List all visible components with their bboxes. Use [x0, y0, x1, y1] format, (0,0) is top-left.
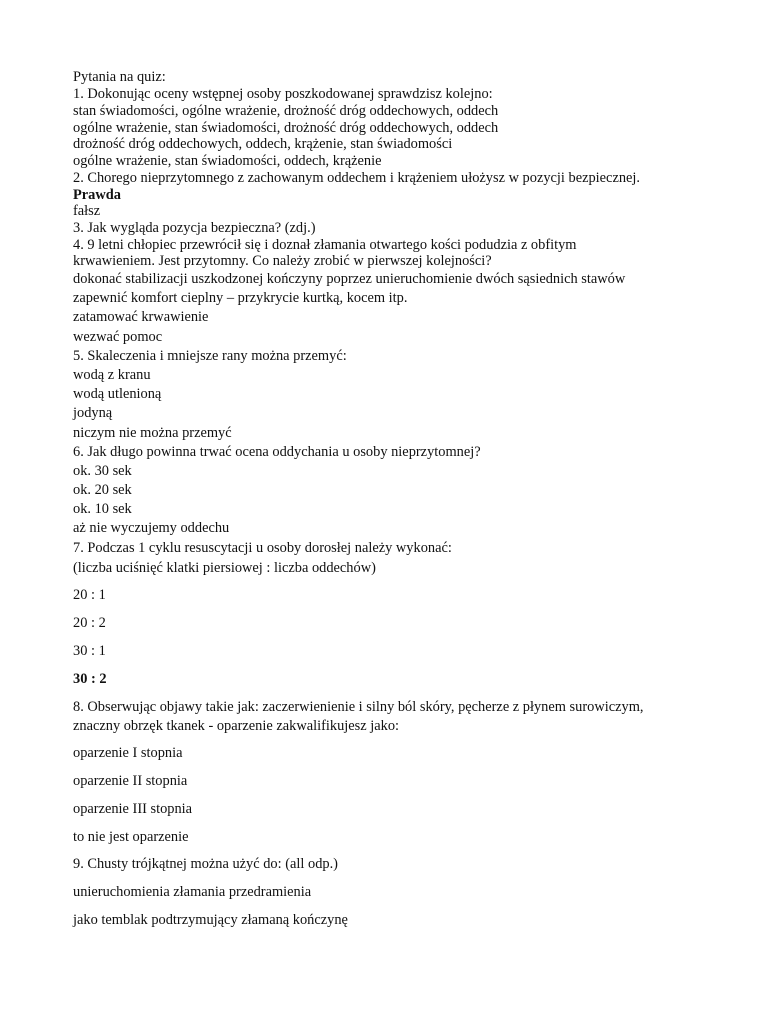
- q8-option-1: oparzenie I stopnia: [73, 745, 183, 761]
- q1-option-1: stan świadomości, ogólne wrażenie, drożność dróg oddechowych, oddech: [73, 103, 499, 119]
- q7-option-4-correct: 30 : 2: [73, 671, 107, 687]
- q6-option-3: ok. 10 sek: [73, 501, 132, 517]
- question-4-line-2: krwawieniem. Jest przytomny. Co należy zrobić w pierwszej kolejności?: [73, 253, 492, 269]
- question-8-line-2: znaczny obrzęk tkanek - oparzenie zakwalifikujesz jako:: [73, 718, 400, 734]
- q1-option-4: ogólne wrażenie, stan świadomości, oddech, krążenie: [73, 153, 382, 169]
- question-3: 3. Jak wygląda pozycja bezpieczna? (zdj.): [73, 220, 316, 236]
- q2-option-1-correct: Prawda: [73, 187, 121, 203]
- q6-option-1: ok. 30 sek: [73, 463, 132, 479]
- q4-option-3: zatamować krwawienie: [73, 309, 209, 325]
- q5-option-1: wodą z kranu: [73, 367, 151, 383]
- q4-option-1: dokonać stabilizacji uszkodzonej kończyny poprzez unieruchomienie dwóch sąsiednich stawów: [73, 271, 626, 287]
- question-4-line-1: 4. 9 letni chłopiec przewrócił się i doznał złamania otwartego kości podudzia z obfitym: [73, 237, 577, 253]
- q7-option-1: 20 : 1: [73, 587, 106, 603]
- q5-option-3: jodyną: [73, 405, 113, 421]
- question-9: 9. Chusty trójkątnej można użyć do: (all odp.): [73, 856, 338, 872]
- q6-option-4: aż nie wyczujemy oddechu: [73, 520, 230, 536]
- q5-option-4: niczym nie można przemyć: [73, 425, 232, 441]
- question-7: 7. Podczas 1 cyklu resuscytacji u osoby dorosłej należy wykonać:: [73, 540, 452, 556]
- q7-option-2: 20 : 2: [73, 615, 106, 631]
- q6-option-2: ok. 20 sek: [73, 482, 132, 498]
- q7-subtitle: (liczba uciśnięć klatki piersiowej : liczba oddechów): [73, 560, 376, 576]
- q4-option-2: zapewnić komfort cieplny – przykrycie kurtką, kocem itp.: [73, 290, 408, 306]
- q9-option-2: jako temblak podtrzymujący złamaną kończynę: [73, 912, 348, 928]
- q4-option-4: wezwać pomoc: [73, 329, 163, 345]
- document-header: Pytania na quiz:: [73, 69, 166, 85]
- q8-option-4: to nie jest oparzenie: [73, 829, 189, 845]
- q7-option-3: 30 : 1: [73, 643, 106, 659]
- question-1: 1. Dokonując oceny wstępnej osoby poszkodowanej sprawdzisz kolejno:: [73, 86, 493, 102]
- q5-option-2: wodą utlenioną: [73, 386, 162, 402]
- q2-option-2: fałsz: [73, 203, 101, 219]
- question-2: 2. Chorego nieprzytomnego z zachowanym oddechem i krążeniem ułożysz w pozycji bezpiecznej.: [73, 170, 641, 186]
- q8-option-2: oparzenie II stopnia: [73, 773, 188, 789]
- q8-option-3: oparzenie III stopnia: [73, 801, 193, 817]
- question-5: 5. Skaleczenia i mniejsze rany można przemyć:: [73, 348, 347, 364]
- q1-option-3: drożność dróg oddechowych, oddech, krążenie, stan świadomości: [73, 136, 453, 152]
- question-8-line-1: 8. Obserwując objawy takie jak: zaczerwienienie i silny ból skóry, pęcherze z płynem surowiczym,: [73, 699, 644, 715]
- q9-option-1: unieruchomienia złamania przedramienia: [73, 884, 312, 900]
- q1-option-2: ogólne wrażenie, stan świadomości, drożność dróg oddechowych, oddech: [73, 120, 499, 136]
- question-6: 6. Jak długo powinna trwać ocena oddychania u osoby nieprzytomnej?: [73, 444, 481, 460]
